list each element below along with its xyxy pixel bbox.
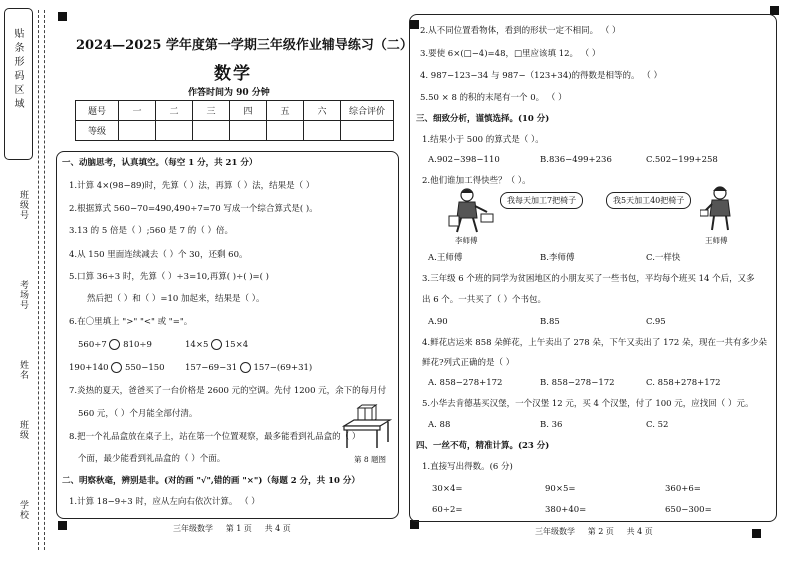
- worker-wang-name: 王师傅: [705, 236, 728, 245]
- calc-item[interactable]: 380+40=: [545, 505, 587, 515]
- judge-1: 1.计算 18−9÷3 时，应从左向右依次计算。 （ ）: [69, 497, 260, 507]
- choice-4b: 鲜花?列式正确的是（ ）: [422, 358, 515, 368]
- compare-row-3: [69, 362, 165, 374]
- field-room: 考场号: [18, 280, 28, 310]
- choice-3-option-a[interactable]: A.90: [428, 317, 448, 327]
- question-1-8a: 8.把一个礼品盒放在桌子上，站在第一个位置观察，最多能看到礼品盒的（ ）: [69, 432, 361, 442]
- field-class: 班级: [18, 420, 28, 440]
- judge-4: 4. 987−123−34 与 987−（123+34)的得数是相等的。 （ ）: [420, 71, 662, 81]
- judge-2: 2.从不同位置看物体，看到的形状一定不相同。 （ ）: [420, 26, 621, 36]
- grade-cell[interactable]: [267, 121, 304, 141]
- footer-subject: 三年级数学: [535, 527, 575, 536]
- question-1-8b: 个面，最少能看到礼品盒的（ ）个面。: [78, 454, 226, 464]
- choice-3b: 出 6 个。一共买了（ ）个书包。: [422, 295, 547, 305]
- compare-row-1: [78, 339, 152, 351]
- score-header: 一: [119, 101, 156, 121]
- score-table: [75, 100, 394, 141]
- registration-marker: [58, 521, 67, 530]
- footer-page: 第 2 页: [587, 527, 614, 536]
- registration-marker: [58, 12, 67, 21]
- grade-cell[interactable]: [230, 121, 267, 141]
- compare-row-2: [185, 339, 248, 351]
- score-header: 题号: [76, 101, 119, 121]
- compare-left: 190+140: [69, 363, 109, 373]
- footer-left: [173, 523, 291, 534]
- binding-line: [44, 10, 45, 550]
- worker-li-name: 李师傅: [455, 236, 478, 245]
- choice-2-option-a[interactable]: A.王师傅: [428, 253, 463, 263]
- question-1-7b: 560 元，（ ）个月能全部付清。: [78, 409, 198, 419]
- calc-instructions: 1.直接写出得数。(6 分): [422, 462, 513, 472]
- choice-1: 1.结果小于 500 的算式是（ ）。: [422, 135, 544, 145]
- section-3-heading: 三、细致分析，谨慎选择。(10 分): [416, 114, 550, 124]
- score-header: 二: [156, 101, 193, 121]
- question-1-1: 1.计算 4×(98−89)时，先算（ ）法，再算（ ）法，结果是（ ）: [69, 181, 315, 191]
- subject-title: 数学: [214, 64, 252, 84]
- question-1-6: 6.在〇里填上 ">" "<" 或 "="。: [69, 317, 193, 327]
- question-1-5b: 然后把（ ）和（ ）=10 加起来，结果是（ ）。: [87, 294, 265, 304]
- footer-total: 共 4 页: [626, 527, 653, 536]
- choice-5-option-c[interactable]: C. 52: [646, 420, 669, 430]
- choice-4-option-a[interactable]: A. 858−278+172: [428, 378, 503, 388]
- choice-5-option-b[interactable]: B. 36: [540, 420, 563, 430]
- judge-3: 3.要使 6×(□−4)=48，□里应该填 12。 （ ）: [420, 49, 601, 59]
- grade-cell[interactable]: [304, 121, 341, 141]
- worker-li-illustration: [447, 186, 497, 234]
- compare-circle[interactable]: [211, 339, 222, 350]
- footer-right: [535, 526, 653, 537]
- question-1-4: 4.从 150 里面连续减去（ ）个 30，还剩 60。: [69, 250, 248, 260]
- choice-2: 2.他们谁加工得快些？（ ）。: [422, 176, 531, 186]
- gift-box-table-figure: [340, 404, 394, 450]
- grade-cell[interactable]: [119, 121, 156, 141]
- footer-total: 共 4 页: [264, 524, 291, 533]
- compare-circle[interactable]: [111, 362, 122, 373]
- speech-bubble-li: 我每天加工7把椅子: [500, 192, 583, 209]
- score-header: 六: [304, 101, 341, 121]
- choice-4-option-b[interactable]: B. 858−278−172: [540, 378, 615, 388]
- score-header: 五: [267, 101, 304, 121]
- question-1-3: 3.13 的 5 倍是（ ）;560 是 7 的（ ）倍。: [69, 226, 233, 236]
- calc-item[interactable]: 90×5=: [545, 484, 576, 494]
- grade-label: 等级: [76, 121, 119, 141]
- choice-3-option-c[interactable]: C.95: [646, 317, 666, 327]
- choice-2-option-c[interactable]: C.一样快: [646, 253, 681, 263]
- time-note: 作答时间为 90 分钟: [188, 88, 270, 98]
- calc-item[interactable]: 30×4=: [432, 484, 463, 494]
- choice-5: 5.小华去肯德基买汉堡，一个汉堡 12 元，买 4 个汉堡，付了 100 元，应找回（ ）元。: [422, 399, 754, 409]
- question-1-5a: 5.口算 36÷3 时，先算（ ）÷3=10,再算( )÷( )=( ): [69, 272, 269, 282]
- compare-right: 810÷9: [123, 340, 152, 350]
- section-2-heading: 二、明察秋毫，辨别是非。(对的画 "√",错的画 "×")（每题 2 分，共 10 分）: [62, 476, 360, 486]
- compare-row-4: [185, 362, 312, 374]
- compare-left: 560÷7: [78, 340, 107, 350]
- compare-circle[interactable]: [240, 362, 251, 373]
- score-header: 三: [193, 101, 230, 121]
- compare-right: 157−(69+31): [253, 363, 313, 373]
- question-1-7a: 7.炎热的夏天，爸爸买了一台价格是 2600 元的空调。先付 1200 元，余下的每月付: [69, 386, 387, 396]
- choice-2-option-b[interactable]: B.李师傅: [540, 253, 575, 263]
- field-name: 姓名: [18, 360, 28, 380]
- choice-3a: 3.三年级 6 个班的同学为贫困地区的小朋友买了一些书包，平均每个班买 14 个后，又多: [422, 274, 755, 284]
- calc-item[interactable]: 360+6=: [665, 484, 701, 494]
- section-1-heading: 一、动脑思考，认真填空。（每空 1 分，共 21 分）: [62, 158, 258, 168]
- calc-item[interactable]: 60÷2=: [432, 505, 463, 515]
- binding-line: [38, 10, 39, 550]
- footer-page: 第 1 页: [225, 524, 252, 533]
- compare-right: 15×4: [224, 340, 249, 350]
- compare-right: 550−150: [124, 363, 165, 373]
- barcode-label: 贴条形码区域: [12, 28, 23, 112]
- calc-item[interactable]: 650−300=: [665, 505, 712, 515]
- choice-5-option-a[interactable]: A. 88: [428, 420, 451, 430]
- worker-wang-illustration: [700, 184, 740, 234]
- grade-cell[interactable]: [156, 121, 193, 141]
- registration-marker: [752, 529, 761, 538]
- grade-cell[interactable]: [341, 121, 394, 141]
- field-school: 学校: [18, 500, 28, 520]
- choice-4a: 4.鲜花店运来 858 朵鲜花，上午卖出了 278 朵，下午又卖出了 172 朵，现在一共有多少朵: [422, 338, 767, 348]
- figure-caption: 第 8 题图: [354, 455, 387, 464]
- choice-4-option-c[interactable]: C. 858+278+172: [646, 378, 721, 388]
- choice-1-option-c[interactable]: C.502−199+258: [646, 155, 718, 165]
- score-header: 综合评价: [341, 101, 394, 121]
- section-4-heading: 四、一丝不苟，精准计算。(23 分): [416, 441, 550, 451]
- score-header: 四: [230, 101, 267, 121]
- question-1-2: 2.根据算式 560−70=490,490÷7=70 写成一个综合算式是( )。: [69, 204, 318, 214]
- choice-1-option-a[interactable]: A.902−398−110: [428, 155, 500, 165]
- compare-circle[interactable]: [109, 339, 120, 350]
- footer-subject: 三年级数学: [173, 524, 213, 533]
- speech-bubble-wang: 我5天加工40把椅子: [606, 192, 691, 209]
- field-seat: 班级号: [18, 190, 28, 220]
- page-title: 2024—2025 学年度第一学期三年级作业辅导练习（二）: [76, 38, 413, 53]
- compare-left: 157−69−31: [185, 363, 238, 373]
- judge-5: 5.50 × 8 的积的末尾有一个 0。 （ ）: [420, 93, 567, 103]
- grade-cell[interactable]: [193, 121, 230, 141]
- compare-left: 14×5: [185, 340, 209, 350]
- choice-1-option-b[interactable]: B.836−499+236: [540, 155, 612, 165]
- choice-3-option-b[interactable]: B.85: [540, 317, 560, 327]
